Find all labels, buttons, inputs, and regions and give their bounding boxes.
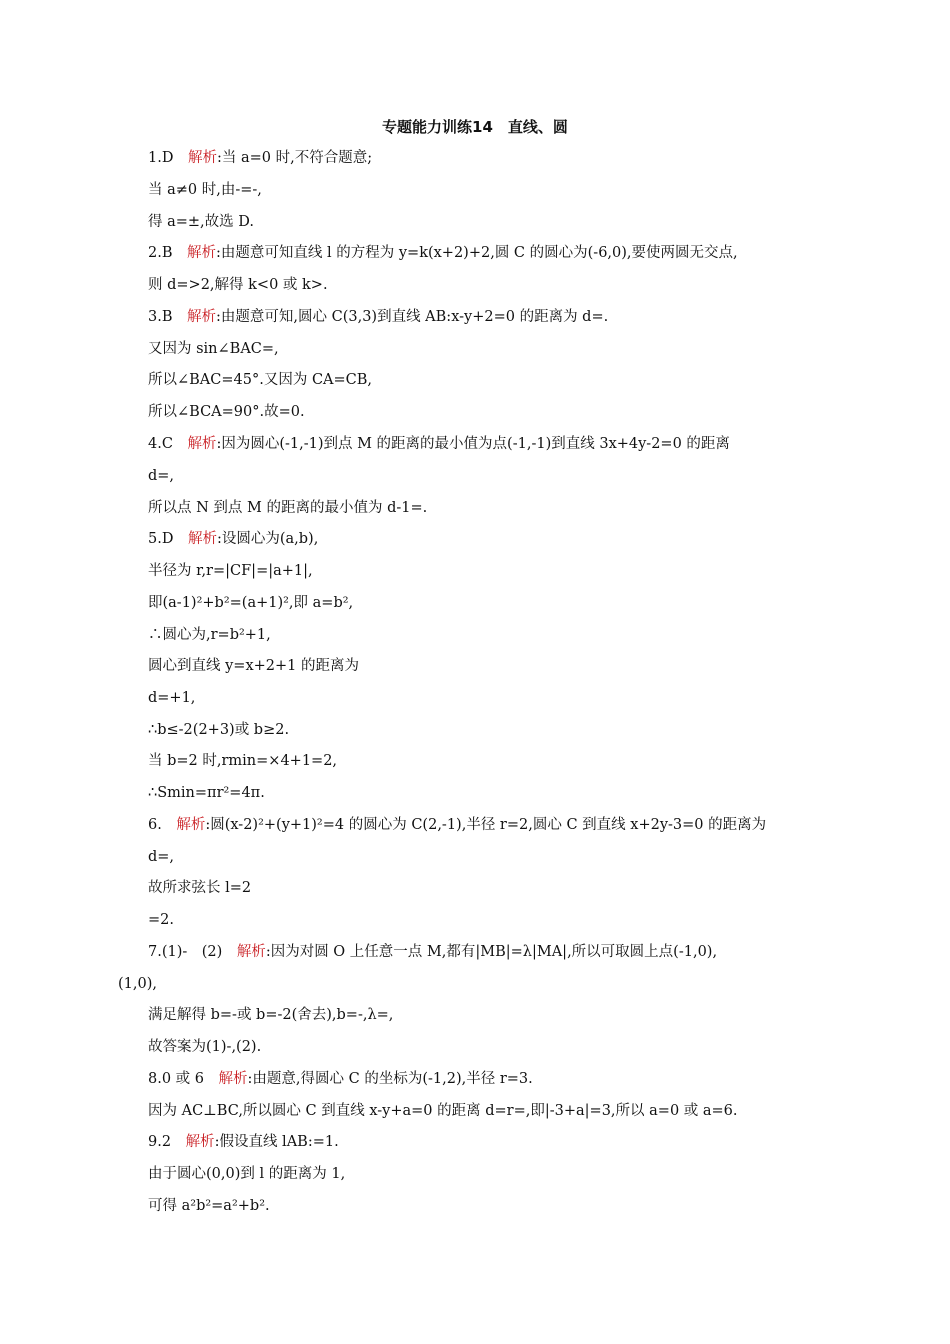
answer-line: d=+1, bbox=[148, 690, 196, 706]
page-title: 专题能力训练14 直线、圆 bbox=[382, 118, 568, 136]
answer-line: ∴b≤-2(2+3)或 b≥2. bbox=[148, 722, 290, 738]
answer-7 bbox=[148, 942, 717, 962]
answer-line: ∴Smin=πr²=4π. bbox=[148, 785, 265, 801]
answer-line: 当 b=2 时,rmin=×4+1=2, bbox=[148, 753, 338, 769]
answer-number: 2.B bbox=[148, 245, 173, 261]
answer-line: 所以点 N 到点 M 的距离的最小值为 d-1=. bbox=[148, 500, 428, 516]
analysis-label: 解析 bbox=[187, 531, 217, 547]
answer-number: 8.0 或 6 bbox=[148, 1071, 205, 1087]
answer-5 bbox=[148, 529, 318, 549]
analysis-label: 解析 bbox=[187, 245, 216, 261]
analysis-label: 解析 bbox=[218, 1071, 248, 1087]
answer-line: 故答案为(1)-,(2). bbox=[148, 1039, 262, 1055]
answer-2 bbox=[148, 243, 738, 263]
answer-line: 满足解得 b=-或 b=-2(舍去),b=-,λ=, bbox=[148, 1007, 394, 1023]
analysis-label: 解析 bbox=[187, 150, 217, 166]
answer-line: 所以∠BAC=45°.又因为 CA=CB, bbox=[148, 372, 373, 388]
answer-6 bbox=[148, 815, 766, 835]
answer-8 bbox=[148, 1069, 533, 1089]
answer-1 bbox=[148, 148, 372, 168]
answer-number: 6. bbox=[148, 817, 162, 833]
answer-text: :由题意可知,圆心 C(3,3)到直线 AB:x-y+2=0 的距离为 d=. bbox=[216, 309, 609, 325]
answer-line: 当 a≠0 时,由-=-, bbox=[148, 182, 262, 198]
answer-text: :假设直线 lAB:=1. bbox=[214, 1134, 339, 1150]
answer-text: :由题意,得圆心 C 的坐标为(-1,2),半径 r=3. bbox=[247, 1071, 533, 1087]
answer-line: 半径为 r,r=|CF|=|a+1|, bbox=[148, 563, 313, 579]
answer-4 bbox=[148, 434, 730, 454]
answer-line: 得 a=±,故选 D. bbox=[148, 214, 254, 230]
answer-9 bbox=[148, 1132, 339, 1152]
answer-line: 所以∠BCA=90°.故=0. bbox=[148, 404, 305, 420]
answer-line: 故所求弦长 l=2 bbox=[148, 880, 252, 896]
answer-text: :由题意可知直线 l 的方程为 y=k(x+2)+2,圆 C 的圆心为(-6,0),要使两圆无交点, bbox=[216, 245, 738, 261]
answer-line: 可得 a²b²=a²+b². bbox=[148, 1198, 270, 1214]
answer-line: (1,0), bbox=[118, 976, 157, 992]
answer-text: :因为圆心(-1,-1)到点 M 的距离的最小值为点(-1,-1)到直线 3x+4y-2=0 的距离 bbox=[216, 436, 730, 452]
answer-line: =2. bbox=[148, 912, 174, 928]
answer-number: 3.B bbox=[148, 309, 173, 325]
answer-line: ∴圆心为,r=b²+1, bbox=[148, 627, 271, 643]
answer-text: :因为对圆 O 上任意一点 M,都有|MB|=λ|MA|,所以可取圆上点(-1,0), bbox=[265, 944, 718, 960]
answer-number: 5.D bbox=[148, 531, 174, 547]
answer-3 bbox=[148, 307, 608, 327]
answer-line: 因为 AC⊥BC,所以圆心 C 到直线 x-y+a=0 的距离 d=r=,即|-3+a|=3,所以 a=0 或 a=6. bbox=[148, 1103, 738, 1119]
answer-number: 7.(1)- (2) bbox=[148, 944, 223, 960]
answer-line: 圆心到直线 y=x+2+1 的距离为 bbox=[148, 658, 359, 674]
analysis-label: 解析 bbox=[187, 436, 217, 452]
answer-line: d=, bbox=[148, 468, 175, 484]
answer-number: 4.C bbox=[148, 436, 173, 452]
answer-text: :圆(x-2)²+(y+1)²=4 的圆心为 C(2,-1),半径 r=2,圆心 C 到直线 x+2y-3=0 的距离为 bbox=[205, 817, 767, 833]
answer-line: 又因为 sin∠BAC=, bbox=[148, 341, 279, 357]
answer-text: :设圆心为(a,b), bbox=[216, 531, 319, 547]
answer-line: 由于圆心(0,0)到 l 的距离为 1, bbox=[148, 1166, 346, 1182]
answer-number: 9.2 bbox=[148, 1134, 172, 1150]
answer-number: 1.D bbox=[148, 150, 174, 166]
answer-text: :当 a=0 时,不符合题意; bbox=[216, 150, 373, 166]
analysis-label: 解析 bbox=[185, 1134, 215, 1150]
analysis-label: 解析 bbox=[187, 309, 216, 325]
answer-line: 则 d=>2,解得 k<0 或 k>. bbox=[148, 277, 328, 293]
analysis-label: 解析 bbox=[236, 944, 266, 960]
analysis-label: 解析 bbox=[176, 817, 206, 833]
answer-line: d=, bbox=[148, 849, 175, 865]
answer-line: 即(a-1)²+b²=(a+1)²,即 a=b², bbox=[148, 595, 354, 611]
